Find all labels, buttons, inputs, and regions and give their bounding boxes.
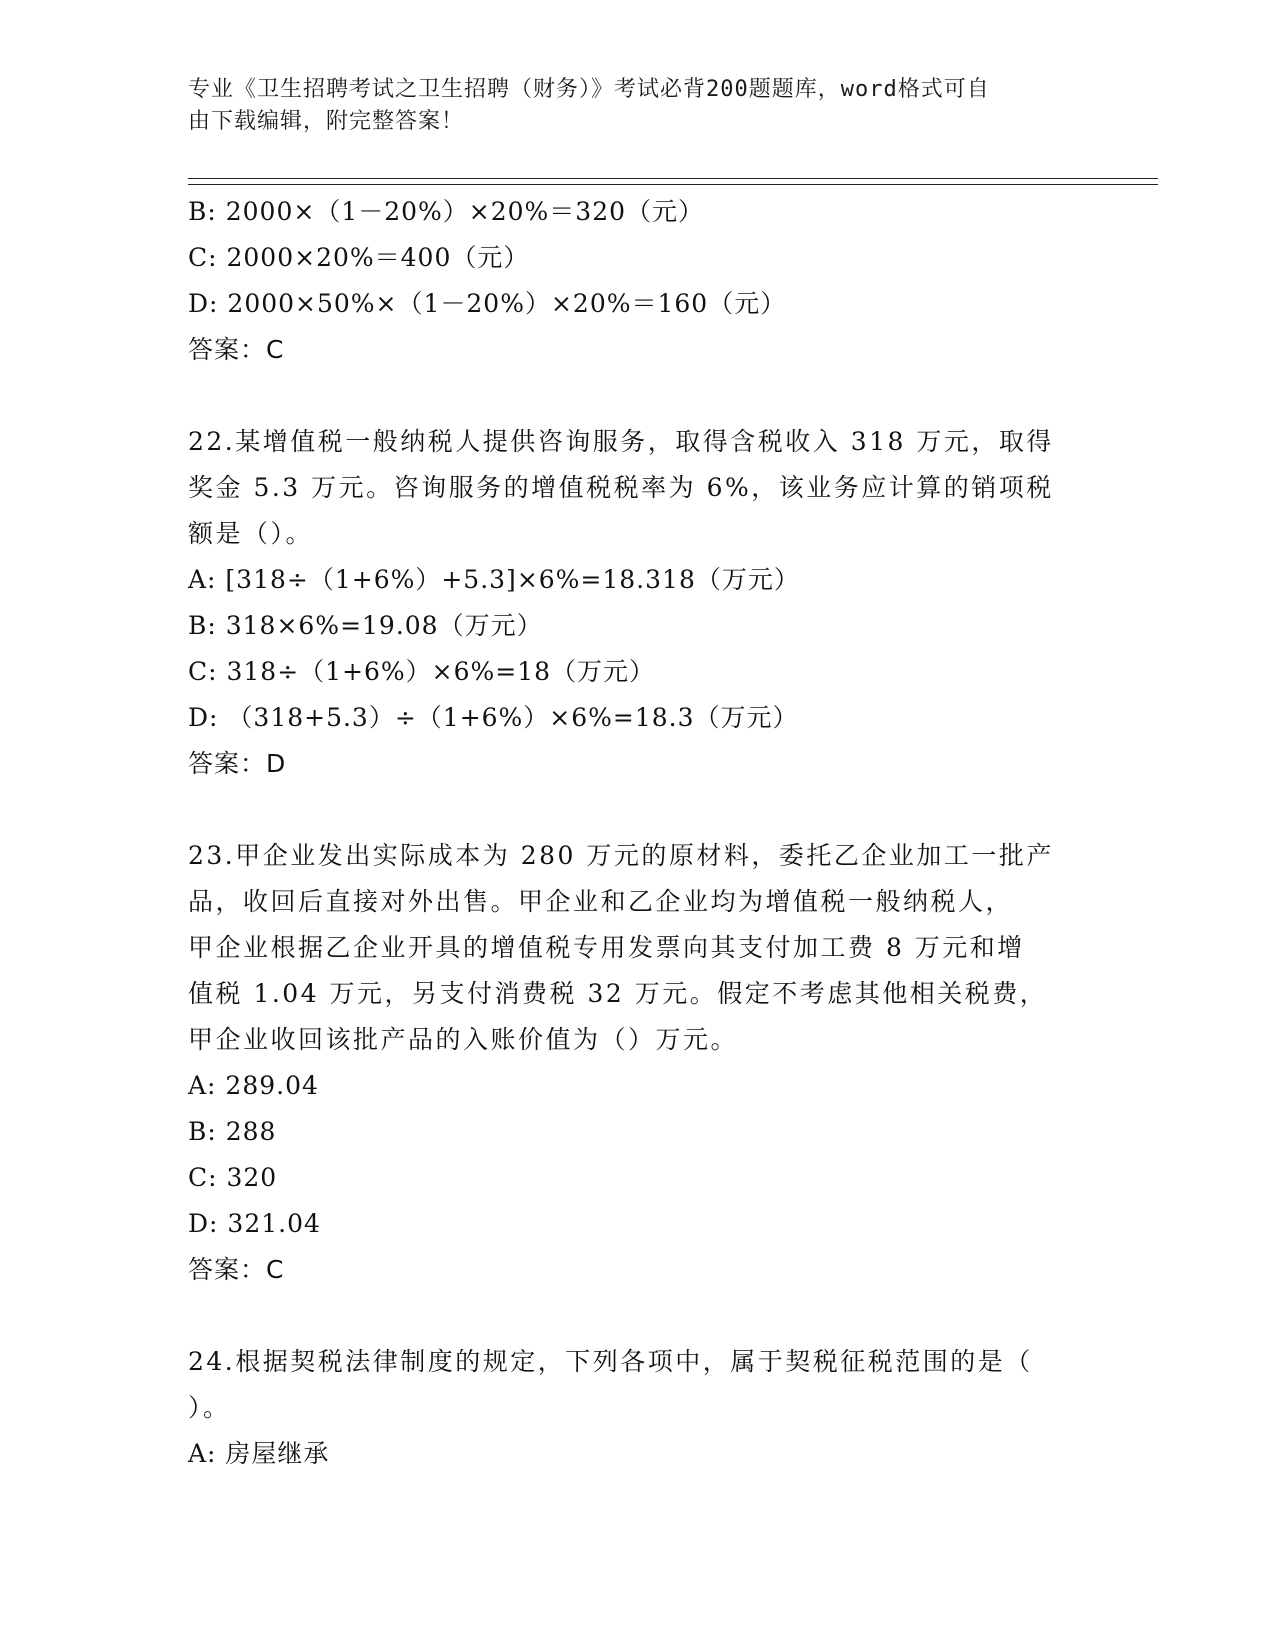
- header-divider-bottom: [188, 184, 1158, 185]
- q23-stem-line-5: 甲企业收回该批产品的入账价值为（）万元。: [188, 1025, 739, 1054]
- q22-stem-line-1: 22.某增值税一般纳税人提供咨询服务，取得含税收入 318 万元，取得: [188, 427, 1054, 456]
- q23-answer: 答案：C: [188, 1255, 285, 1284]
- q23-stem-line-1: 23.甲企业发出实际成本为 280 万元的原材料，委托乙企业加工一批产: [188, 841, 1054, 870]
- q21-option-d: D: 2000×50%×（1－20%）×20%＝160（元）: [188, 289, 787, 318]
- document-header: [188, 74, 1088, 138]
- q22-answer: 答案：D: [188, 749, 287, 778]
- question-21: [188, 189, 1088, 373]
- q22-option-a: A: [318÷（1+6%）+5.3]×6%=18.318（万元）: [188, 565, 800, 594]
- spacer: [188, 787, 1088, 833]
- header-line-2: 由下载编辑，附完整答案！: [188, 109, 465, 134]
- q24-stem-line-1: 24.根据契税法律制度的规定，下列各项中，属于契税征税范围的是（: [188, 1347, 1033, 1376]
- q23-option-d: D: 321.04: [188, 1209, 321, 1238]
- q21-option-b: B: 2000×（1－20%）×20%＝320（元）: [188, 197, 705, 226]
- q24-option-a: A: 房屋继承: [188, 1439, 330, 1468]
- question-24: [188, 1339, 1088, 1477]
- q23-option-c: C: 320: [188, 1163, 278, 1192]
- spacer: [188, 1293, 1088, 1339]
- q21-answer: 答案：C: [188, 335, 285, 364]
- q23-option-b: B: 288: [188, 1117, 277, 1146]
- q21-option-c: C: 2000×20%＝400（元）: [188, 243, 530, 272]
- q23-stem-line-2: 品，收回后直接对外出售。甲企业和乙企业均为增值税一般纳税人，: [188, 887, 1014, 916]
- spacer: [188, 373, 1088, 419]
- q22-stem-line-3: 额是（）。: [188, 519, 314, 548]
- q22-option-d: D: （318+5.3）÷（1+6%）×6%=18.3（万元）: [188, 703, 799, 732]
- header-divider-top: [188, 178, 1158, 179]
- q23-stem-line-3: 甲企业根据乙企业开具的增值税专用发票向其支付加工费 8 万元和增: [188, 933, 1025, 962]
- question-22: [188, 419, 1088, 787]
- q23-stem-line-4: 值税 1.04 万元，另支付消费税 32 万元。假定不考虑其他相关税费，: [188, 979, 1048, 1008]
- header-line-1: 专业《卫生招聘考试之卫生招聘（财务）》考试必背200题题库，word格式可自: [188, 77, 990, 102]
- q22-option-c: C: 318÷（1+6%）×6%=18（万元）: [188, 657, 656, 686]
- q22-stem-line-2: 奖金 5.3 万元。咨询服务的增值税税率为 6%，该业务应计算的销项税: [188, 473, 1054, 502]
- q22-option-b: B: 318×6%=19.08（万元）: [188, 611, 543, 640]
- document-body: [188, 189, 1088, 1477]
- question-23: [188, 833, 1088, 1293]
- q23-option-a: A: 289.04: [188, 1071, 319, 1100]
- q24-stem-line-2: ）。: [188, 1393, 231, 1422]
